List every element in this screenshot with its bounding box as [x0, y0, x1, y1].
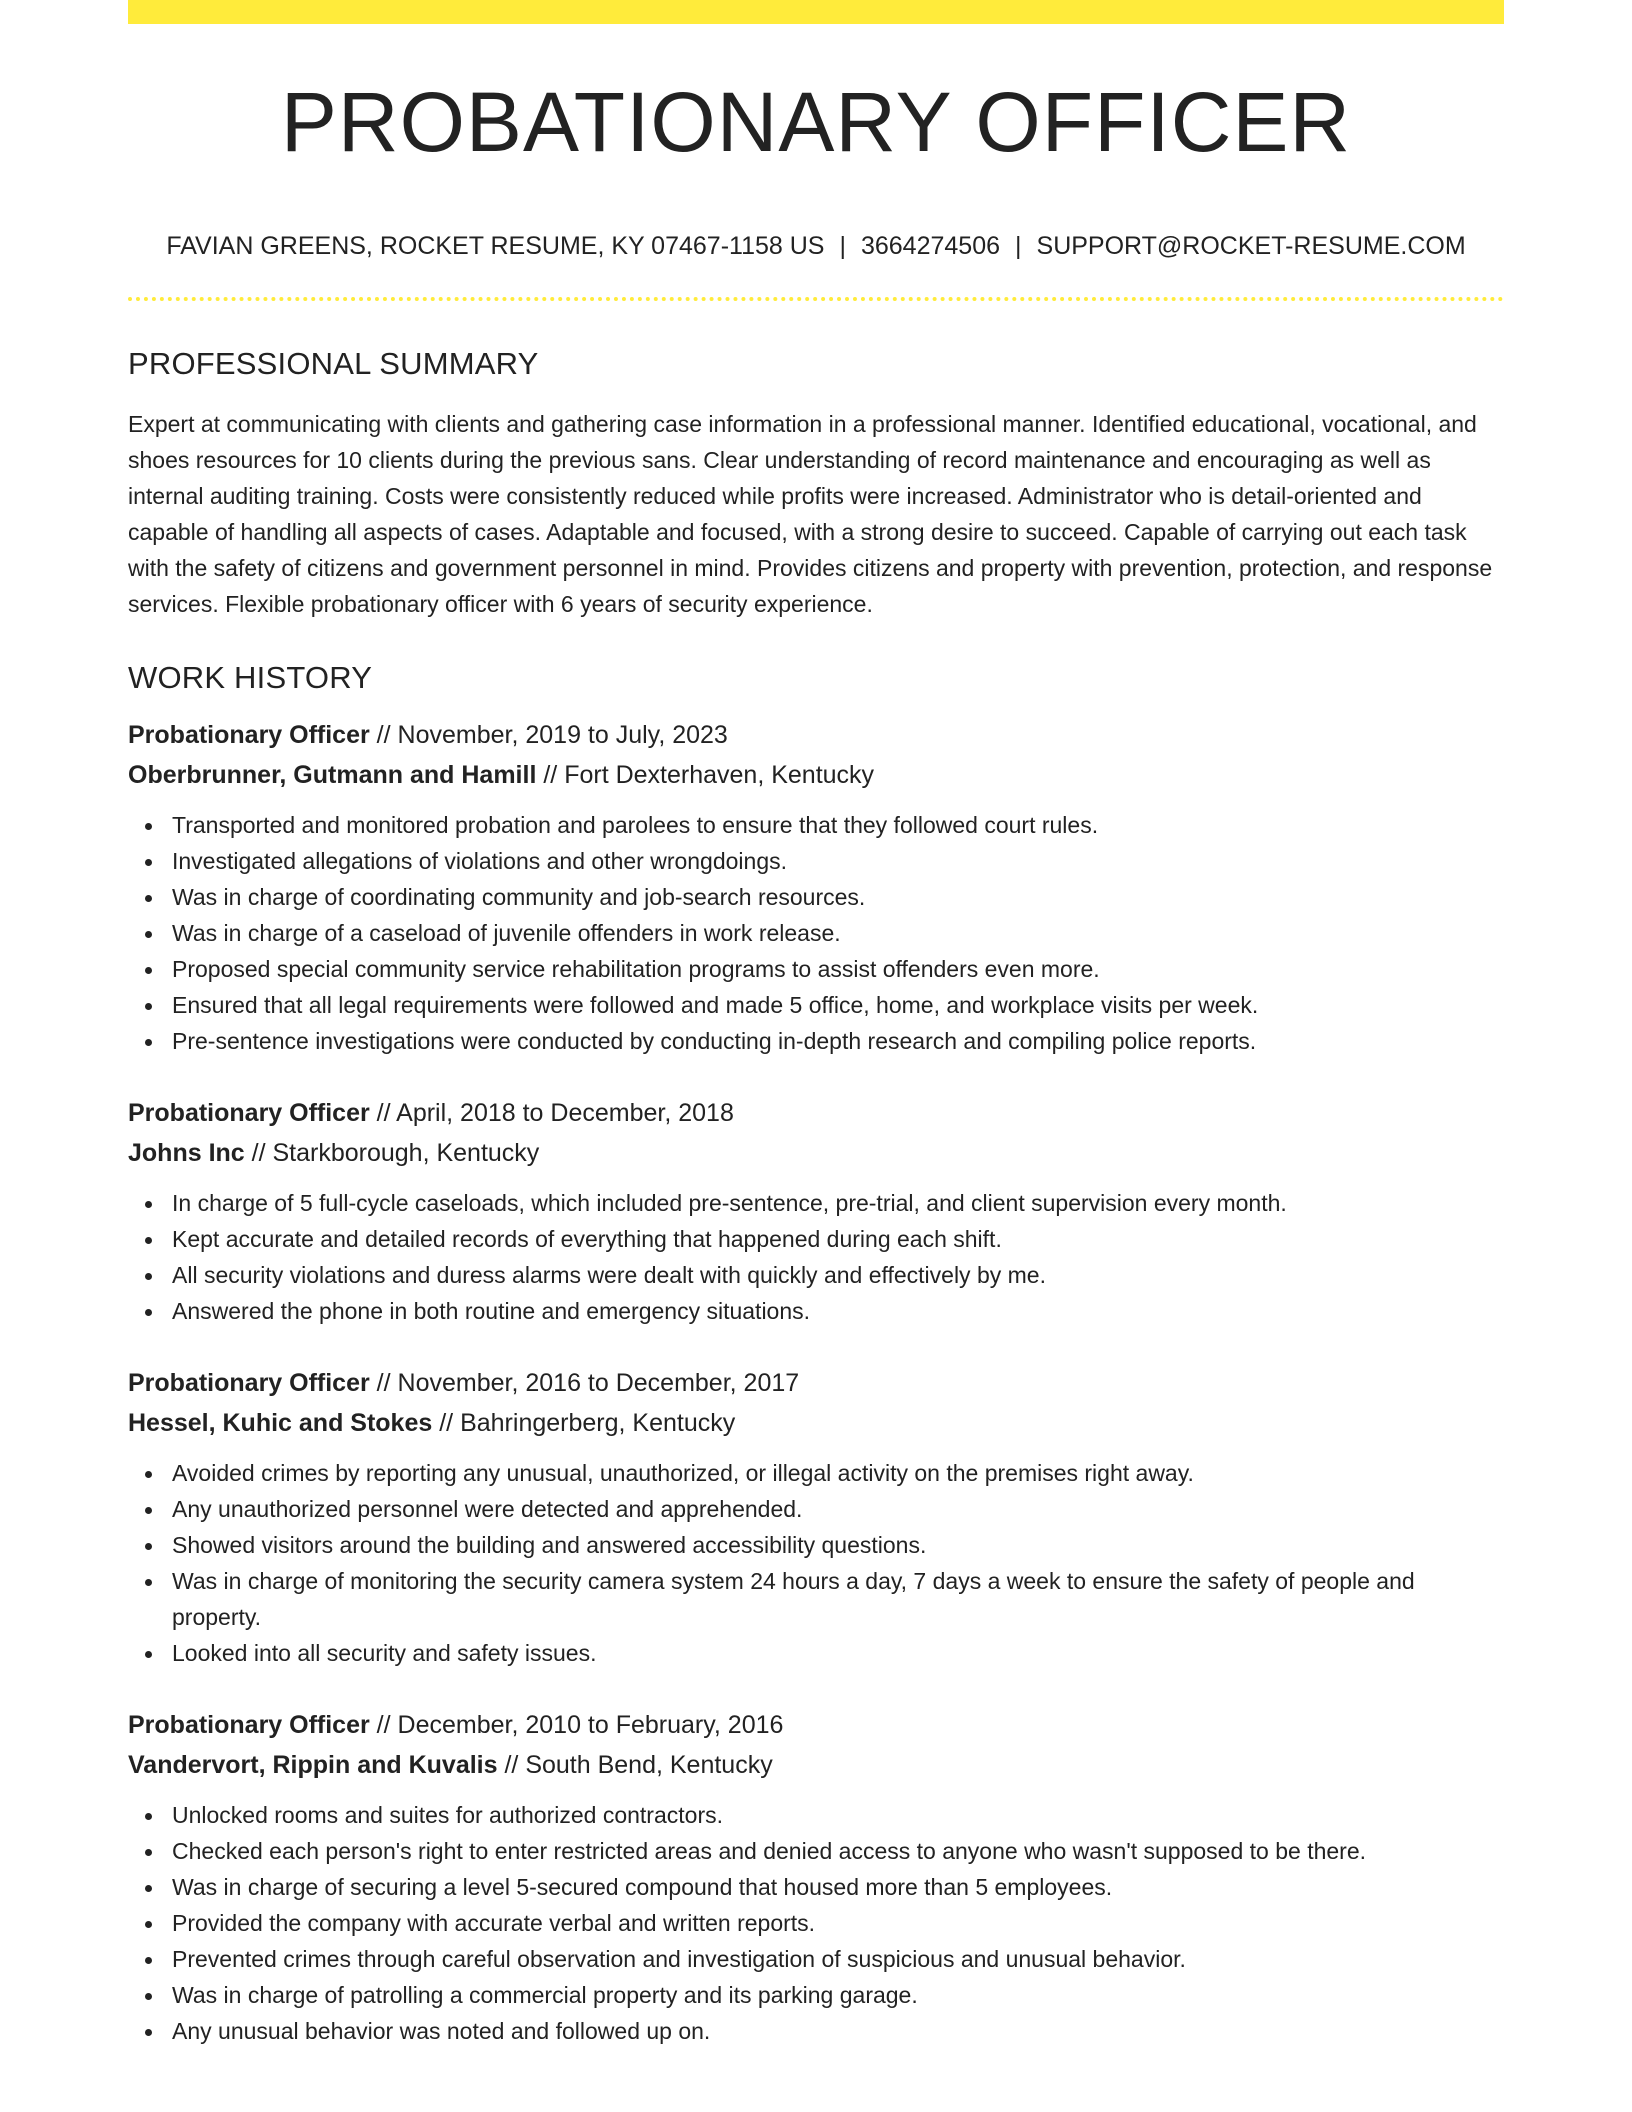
- job-title: Probationary Officer: [128, 1099, 370, 1127]
- summary-heading: PROFESSIONAL SUMMARY: [128, 346, 539, 381]
- contact-email[interactable]: SUPPORT@ROCKET-RESUME.COM: [1036, 232, 1466, 260]
- job-separator: //: [536, 761, 565, 789]
- job-bullet-list: [128, 1185, 1504, 1329]
- job-title: Probationary Officer: [128, 1711, 370, 1739]
- contact-address: FAVIAN GREENS, ROCKET RESUME, KY 07467-1158 US: [166, 232, 825, 260]
- job-bullet-list: [128, 1455, 1504, 1671]
- job-bullet: All security violations and duress alarms were dealt with quickly and effectively by me.: [172, 1257, 1504, 1293]
- job-separator: //: [369, 1369, 398, 1397]
- job-entry: [128, 1705, 1504, 2049]
- job-separator: //: [369, 721, 398, 749]
- job-company: Vandervort, Rippin and Kuvalis: [128, 1751, 498, 1779]
- job-bullet: Showed visitors around the building and answered accessibility questions.: [172, 1527, 1504, 1563]
- job-bullet: Was in charge of patrolling a commercial property and its parking garage.: [172, 1977, 1504, 2013]
- contact-separator: |: [1015, 232, 1022, 260]
- job-separator: //: [497, 1751, 526, 1779]
- job-bullet: Was in charge of coordinating community and job-search resources.: [172, 879, 1504, 915]
- job-location: Bahringerberg, Kentucky: [460, 1409, 736, 1437]
- job-title-line: [128, 1093, 1504, 1133]
- job-bullet: Any unusual behavior was noted and followed up on.: [172, 2013, 1504, 2049]
- job-title-line: [128, 715, 1504, 755]
- job-bullet: Investigated allegations of violations and other wrongdoings.: [172, 843, 1504, 879]
- job-separator: //: [432, 1409, 461, 1437]
- job-bullet: Prevented crimes through careful observation and investigation of suspicious and unusual behavior.: [172, 1941, 1504, 1977]
- job-company-line: [128, 1745, 1504, 1785]
- job-bullet: Ensured that all legal requirements were followed and made 5 office, home, and workplace visits per week.: [172, 987, 1504, 1023]
- job-bullet: Proposed special community service rehabilitation programs to assist offenders even more.: [172, 951, 1504, 987]
- job-dates: November, 2019 to July, 2023: [397, 721, 728, 749]
- job-bullet: Was in charge of securing a level 5-secured compound that housed more than 5 employees.: [172, 1869, 1504, 1905]
- job-company-line: [128, 755, 1504, 795]
- job-company: Oberbrunner, Gutmann and Hamill: [128, 761, 537, 789]
- job-bullet: Was in charge of monitoring the security camera system 24 hours a day, 7 days a week to ensure the safety of people and property.: [172, 1563, 1504, 1635]
- accent-bar: [128, 0, 1504, 24]
- work-history-list: [128, 715, 1504, 2049]
- contact-line: [128, 231, 1504, 261]
- job-bullet: Unlocked rooms and suites for authorized contractors.: [172, 1797, 1504, 1833]
- job-title: Probationary Officer: [128, 1369, 370, 1397]
- job-bullet: Kept accurate and detailed records of everything that happened during each shift.: [172, 1221, 1504, 1257]
- job-bullet: Provided the company with accurate verbal and written reports.: [172, 1905, 1504, 1941]
- job-bullet: Transported and monitored probation and parolees to ensure that they followed court rules.: [172, 807, 1504, 843]
- job-separator: //: [369, 1099, 397, 1127]
- job-bullet-list: [128, 1797, 1504, 2049]
- job-title-line: [128, 1705, 1504, 1745]
- job-company-line: [128, 1133, 1504, 1173]
- work-history-heading: WORK HISTORY: [128, 660, 373, 695]
- dotted-divider: [128, 297, 1504, 301]
- job-dates: November, 2016 to December, 2017: [397, 1369, 800, 1397]
- resume-title: PROBATIONARY OFFICER: [280, 75, 1352, 169]
- job-bullet: Looked into all security and safety issues.: [172, 1635, 1504, 1671]
- job-bullet: In charge of 5 full-cycle caseloads, which included pre-sentence, pre-trial, and client supervision every month.: [172, 1185, 1504, 1221]
- job-company-line: [128, 1403, 1504, 1443]
- job-dates: April, 2018 to December, 2018: [396, 1099, 734, 1127]
- resume-page: [128, 0, 1504, 2049]
- job-bullet-list: [128, 807, 1504, 1059]
- job-dates: December, 2010 to February, 2016: [397, 1711, 784, 1739]
- job-entry: [128, 715, 1504, 1059]
- job-location: Starkborough, Kentucky: [272, 1139, 540, 1167]
- job-entry: [128, 1093, 1504, 1329]
- job-entry: [128, 1363, 1504, 1671]
- job-location: South Bend, Kentucky: [525, 1751, 773, 1779]
- job-bullet: Checked each person's right to enter restricted areas and denied access to anyone who wasn't supposed to be there.: [172, 1833, 1504, 1869]
- summary-text: Expert at communicating with clients and gathering case information in a professional manner. Identified educational, vocational, and shoes resources for 10 clients during the previous sans. Clear understanding of record maintenance and encouraging as well as internal auditing training. Costs were consistently reduced while profits were increased. Administrator who is detail-oriented and capable of handling all aspects of cases. Adaptable and focused, with a strong desire to succeed. Capable of carrying out each task with the safety of citizens and government personnel in mind. Provides citizens and property with prevention, protection, and response services. Flexible probationary officer with 6 years of security experience.: [128, 411, 1493, 617]
- contact-phone[interactable]: 3664274506: [860, 232, 1001, 260]
- job-separator: //: [369, 1711, 398, 1739]
- job-location: Fort Dexterhaven, Kentucky: [564, 761, 875, 789]
- job-bullet: Pre-sentence investigations were conducted by conducting in-depth research and compiling police reports.: [172, 1023, 1504, 1059]
- job-bullet: Was in charge of a caseload of juvenile offenders in work release.: [172, 915, 1504, 951]
- job-bullet: Any unauthorized personnel were detected and apprehended.: [172, 1491, 1504, 1527]
- job-bullet: Answered the phone in both routine and emergency situations.: [172, 1293, 1504, 1329]
- job-bullet: Avoided crimes by reporting any unusual, unauthorized, or illegal activity on the premises right away.: [172, 1455, 1504, 1491]
- job-title-line: [128, 1363, 1504, 1403]
- job-title: Probationary Officer: [128, 721, 370, 749]
- job-company: Johns Inc: [128, 1139, 245, 1167]
- contact-separator: |: [839, 232, 846, 260]
- job-separator: //: [244, 1139, 273, 1167]
- job-company: Hessel, Kuhic and Stokes: [128, 1409, 433, 1437]
